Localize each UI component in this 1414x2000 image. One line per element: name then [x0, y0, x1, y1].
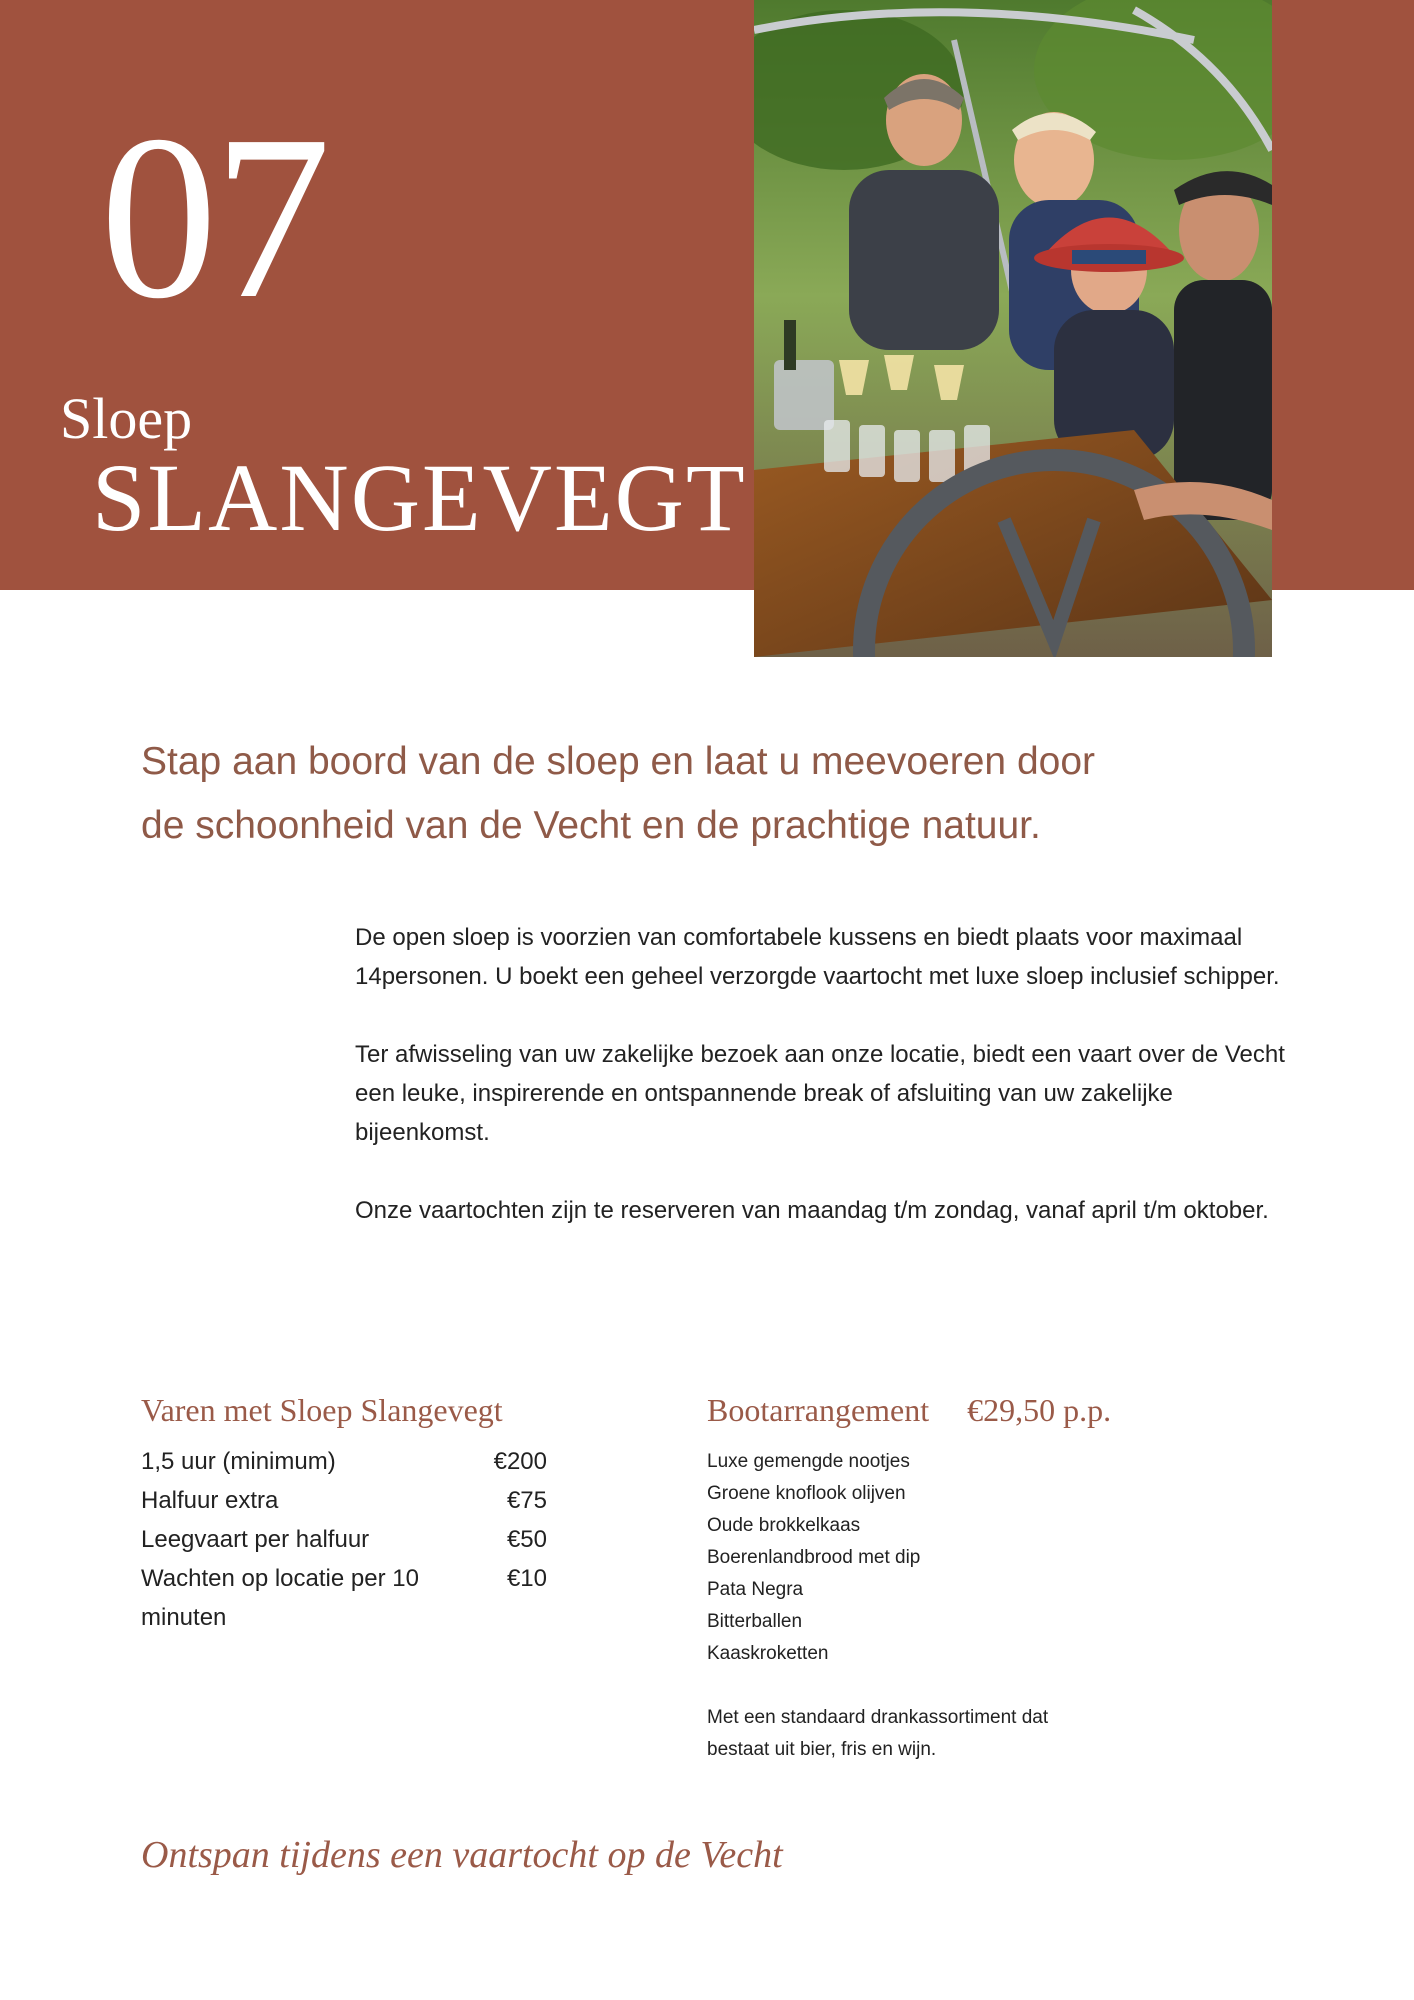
pricing-section: [141, 1394, 547, 1637]
body-text: [355, 918, 1285, 1269]
price-list: [141, 1442, 547, 1637]
pricing-heading: Varen met Sloep Slangevegt: [141, 1392, 503, 1428]
price-label: Leegvaart per halfuur: [141, 1526, 370, 1553]
price-value: €10: [506, 1565, 547, 1592]
price-value: €50: [506, 1526, 547, 1553]
list-item: Bitterballen: [707, 1611, 803, 1632]
list-item: Oude brokkelkaas: [707, 1515, 861, 1536]
title-prefix: Sloep: [60, 386, 193, 451]
arrangement-heading: Bootarrangement: [707, 1392, 930, 1428]
page-title: SLANGEVEGT: [92, 444, 747, 551]
arrangement-list: [707, 1446, 1227, 1670]
arrangement-price: €29,50 p.p.: [967, 1392, 1112, 1428]
price-value: €75: [506, 1487, 547, 1514]
lead-line-1: Stap aan boord van de sloep en laat u meevoeren door: [141, 740, 1096, 783]
arrangement-note: Met een standaard drankassortiment dat bestaat uit bier, fris en wijn.: [707, 1707, 1049, 1760]
list-item: Boerenlandbrood met dip: [707, 1547, 921, 1568]
arrangement-section: [707, 1394, 1227, 1766]
list-item: Pata Negra: [707, 1579, 804, 1600]
list-item: Groene knoflook olijven: [707, 1483, 906, 1504]
list-item: Kaaskroketten: [707, 1643, 829, 1664]
list-item: Luxe gemengde nootjes: [707, 1451, 910, 1472]
price-label: Wachten op locatie per 10 minuten: [141, 1565, 419, 1631]
price-row: [141, 1520, 547, 1559]
lead-line-2: de schoonheid van de Vecht en de prachtige natuur.: [141, 804, 1041, 847]
price-value: €200: [493, 1448, 547, 1475]
lead-text: [141, 730, 1241, 858]
price-label: Halfuur extra: [141, 1487, 279, 1514]
page-number: 07: [100, 87, 327, 347]
body-paragraph: De open sloep is voorzien van comfortabele kussens en biedt plaats voor maximaal 14personen. U boekt een geheel verzorgde vaartocht met luxe sloep inclusief schipper.: [355, 924, 1280, 990]
boat-party-photo: [754, 0, 1272, 657]
arrangement-header: [707, 1394, 1227, 1426]
price-row: [141, 1481, 547, 1520]
price-row: [141, 1442, 547, 1481]
body-paragraph: Ter afwisseling van uw zakelijke bezoek aan onze locatie, biedt een vaart over de Vecht een leuke, inspirerende en ontspannende break of afsluiting van uw zakelijke bijeenkomst.: [355, 1041, 1285, 1146]
closing-tagline: Ontspan tijdens een vaartocht op de Vecht: [141, 1834, 783, 1876]
price-row: [141, 1559, 547, 1637]
body-paragraph: Onze vaartochten zijn te reserveren van maandag t/m zondag, vanaf april t/m oktober.: [355, 1197, 1269, 1224]
price-label: 1,5 uur (minimum): [141, 1448, 336, 1475]
